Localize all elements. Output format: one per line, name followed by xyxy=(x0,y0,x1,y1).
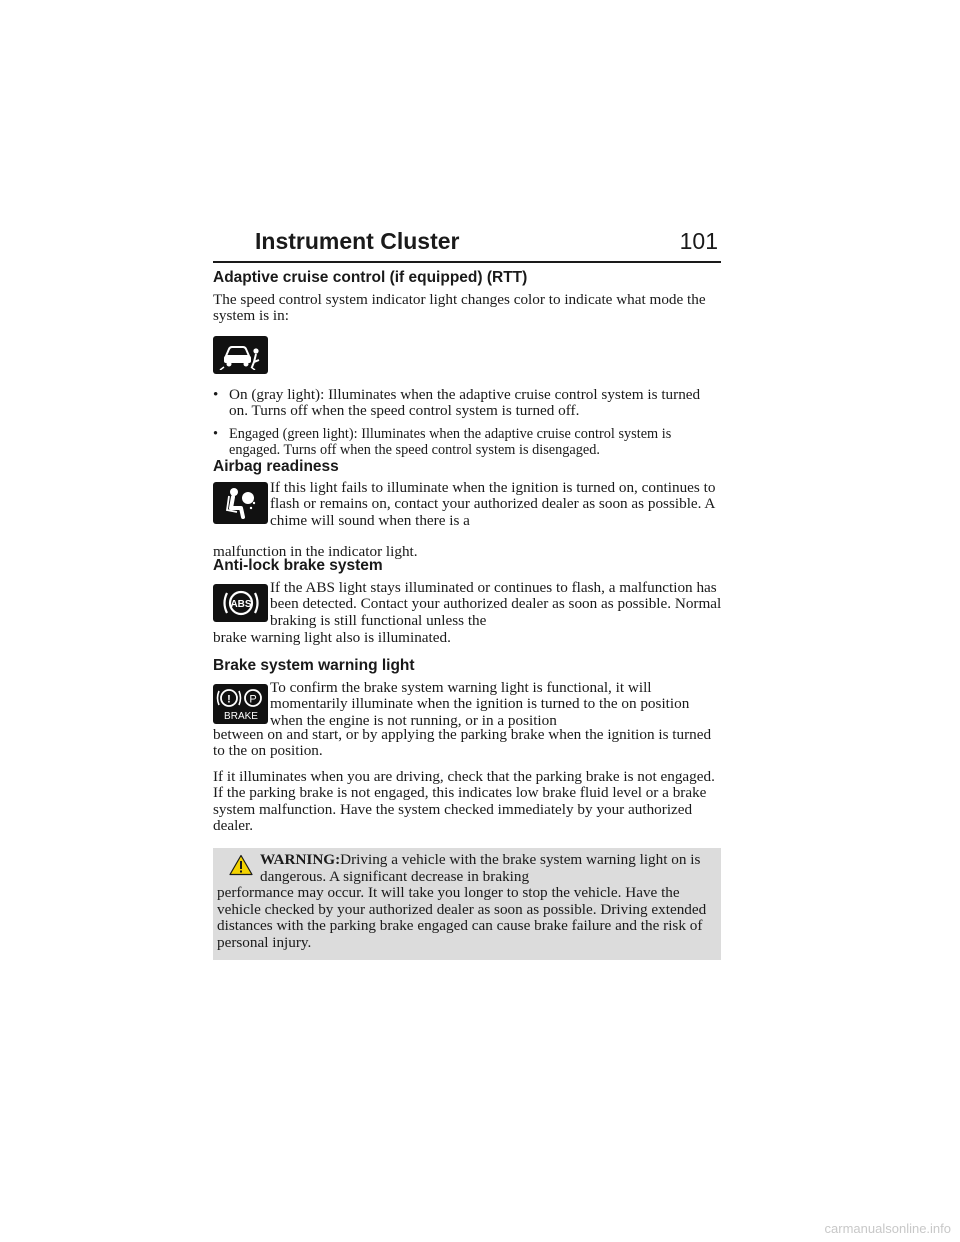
abs-text-continued: brake warning light also is illuminated. xyxy=(213,629,451,646)
bullet-marker: • xyxy=(213,425,219,442)
section-heading: Airbag readiness xyxy=(213,458,339,475)
list-item xyxy=(213,387,721,420)
bullet-text: On (gray light): Illuminates when the adaptive cruise control system is turned on. Turns off when the speed control system is turned off. xyxy=(229,385,701,420)
section-brake xyxy=(213,656,721,834)
airbag-text-continued: malfunction in the indicator light. xyxy=(213,543,418,560)
brake-icon-symbol-left: ! xyxy=(226,693,231,706)
page-header xyxy=(213,226,721,262)
warning-text xyxy=(260,852,720,885)
warning-triangle-icon xyxy=(229,854,253,881)
warning-label: WARNING: xyxy=(260,851,341,868)
abs-circle-icon xyxy=(213,584,268,622)
section-heading: Anti-lock brake system xyxy=(213,557,383,574)
abs-text: If the ABS light stays illuminated or continues to flash, a malfunction has been detected. Contact your authorized dealer as soon as possible. Normal braking is still functional unless the xyxy=(270,579,722,629)
brake-icon-symbol-right: P xyxy=(248,693,257,706)
page-number: 101 xyxy=(679,228,718,254)
list-item xyxy=(213,426,721,459)
section-intro: The speed control system indicator light changes color to indicate what mode the system is in: xyxy=(213,291,706,325)
section-adaptive-cruise xyxy=(213,268,721,464)
section-abs xyxy=(213,556,721,646)
watermark: carmanualsonline.info xyxy=(824,1221,951,1236)
section-airbag xyxy=(213,457,721,560)
brake-text-continued: between on and start, or by applying the parking brake when the ignition is turned to the on position. xyxy=(213,726,712,760)
section-heading: Brake system warning light xyxy=(213,657,415,674)
page-title: Instrument Cluster xyxy=(255,228,460,254)
brake-paragraph-2: If it illuminates when you are driving, check that the parking brake is not engaged. If the parking brake is not engaged, this indicates low brake fluid level or a brake system malfunction. Have the system checked immediately by your authorized dealer. xyxy=(213,767,715,835)
warning-text-wrapped: Driving a vehicle with the brake system warning light on is dangerous. A significant decrease in braking xyxy=(260,851,701,885)
abs-icon-label: ABS xyxy=(229,599,252,610)
brake-icon-label: BRAKE xyxy=(223,711,258,722)
acc-bullet-list xyxy=(213,387,721,459)
adaptive-cruise-car-icon xyxy=(213,336,268,374)
brake-warning-icon xyxy=(213,684,268,724)
section-heading: Adaptive cruise control (if equipped) (RTT) xyxy=(213,269,528,286)
warning-text-continued: performance may occur. It will take you longer to stop the vehicle. Have the vehicle checked by your authorized dealer as soon as possible. Driving extended distances with the parking brake engaged can cause brake failure and the risk of personal injury. xyxy=(217,884,707,951)
warning-box xyxy=(213,848,721,960)
brake-text: To confirm the brake system warning light is functional, it will momentarily illuminate when the ignition is turned to the on position when the engine is not running, or in a position xyxy=(270,679,690,729)
airbag-text: If this light fails to illuminate when the ignition is turned on, continues to flash or remains on, contact your authorized dealer as soon as possible. A chime will sound when there is a xyxy=(270,479,716,529)
airbag-seated-person-icon xyxy=(213,482,268,524)
header-rule xyxy=(213,261,721,263)
bullet-text: Engaged (green light): Illuminates when the adaptive cruise control system is engaged. Turns off when the speed control system is disengaged. xyxy=(229,425,672,459)
bullet-marker: • xyxy=(213,385,219,403)
